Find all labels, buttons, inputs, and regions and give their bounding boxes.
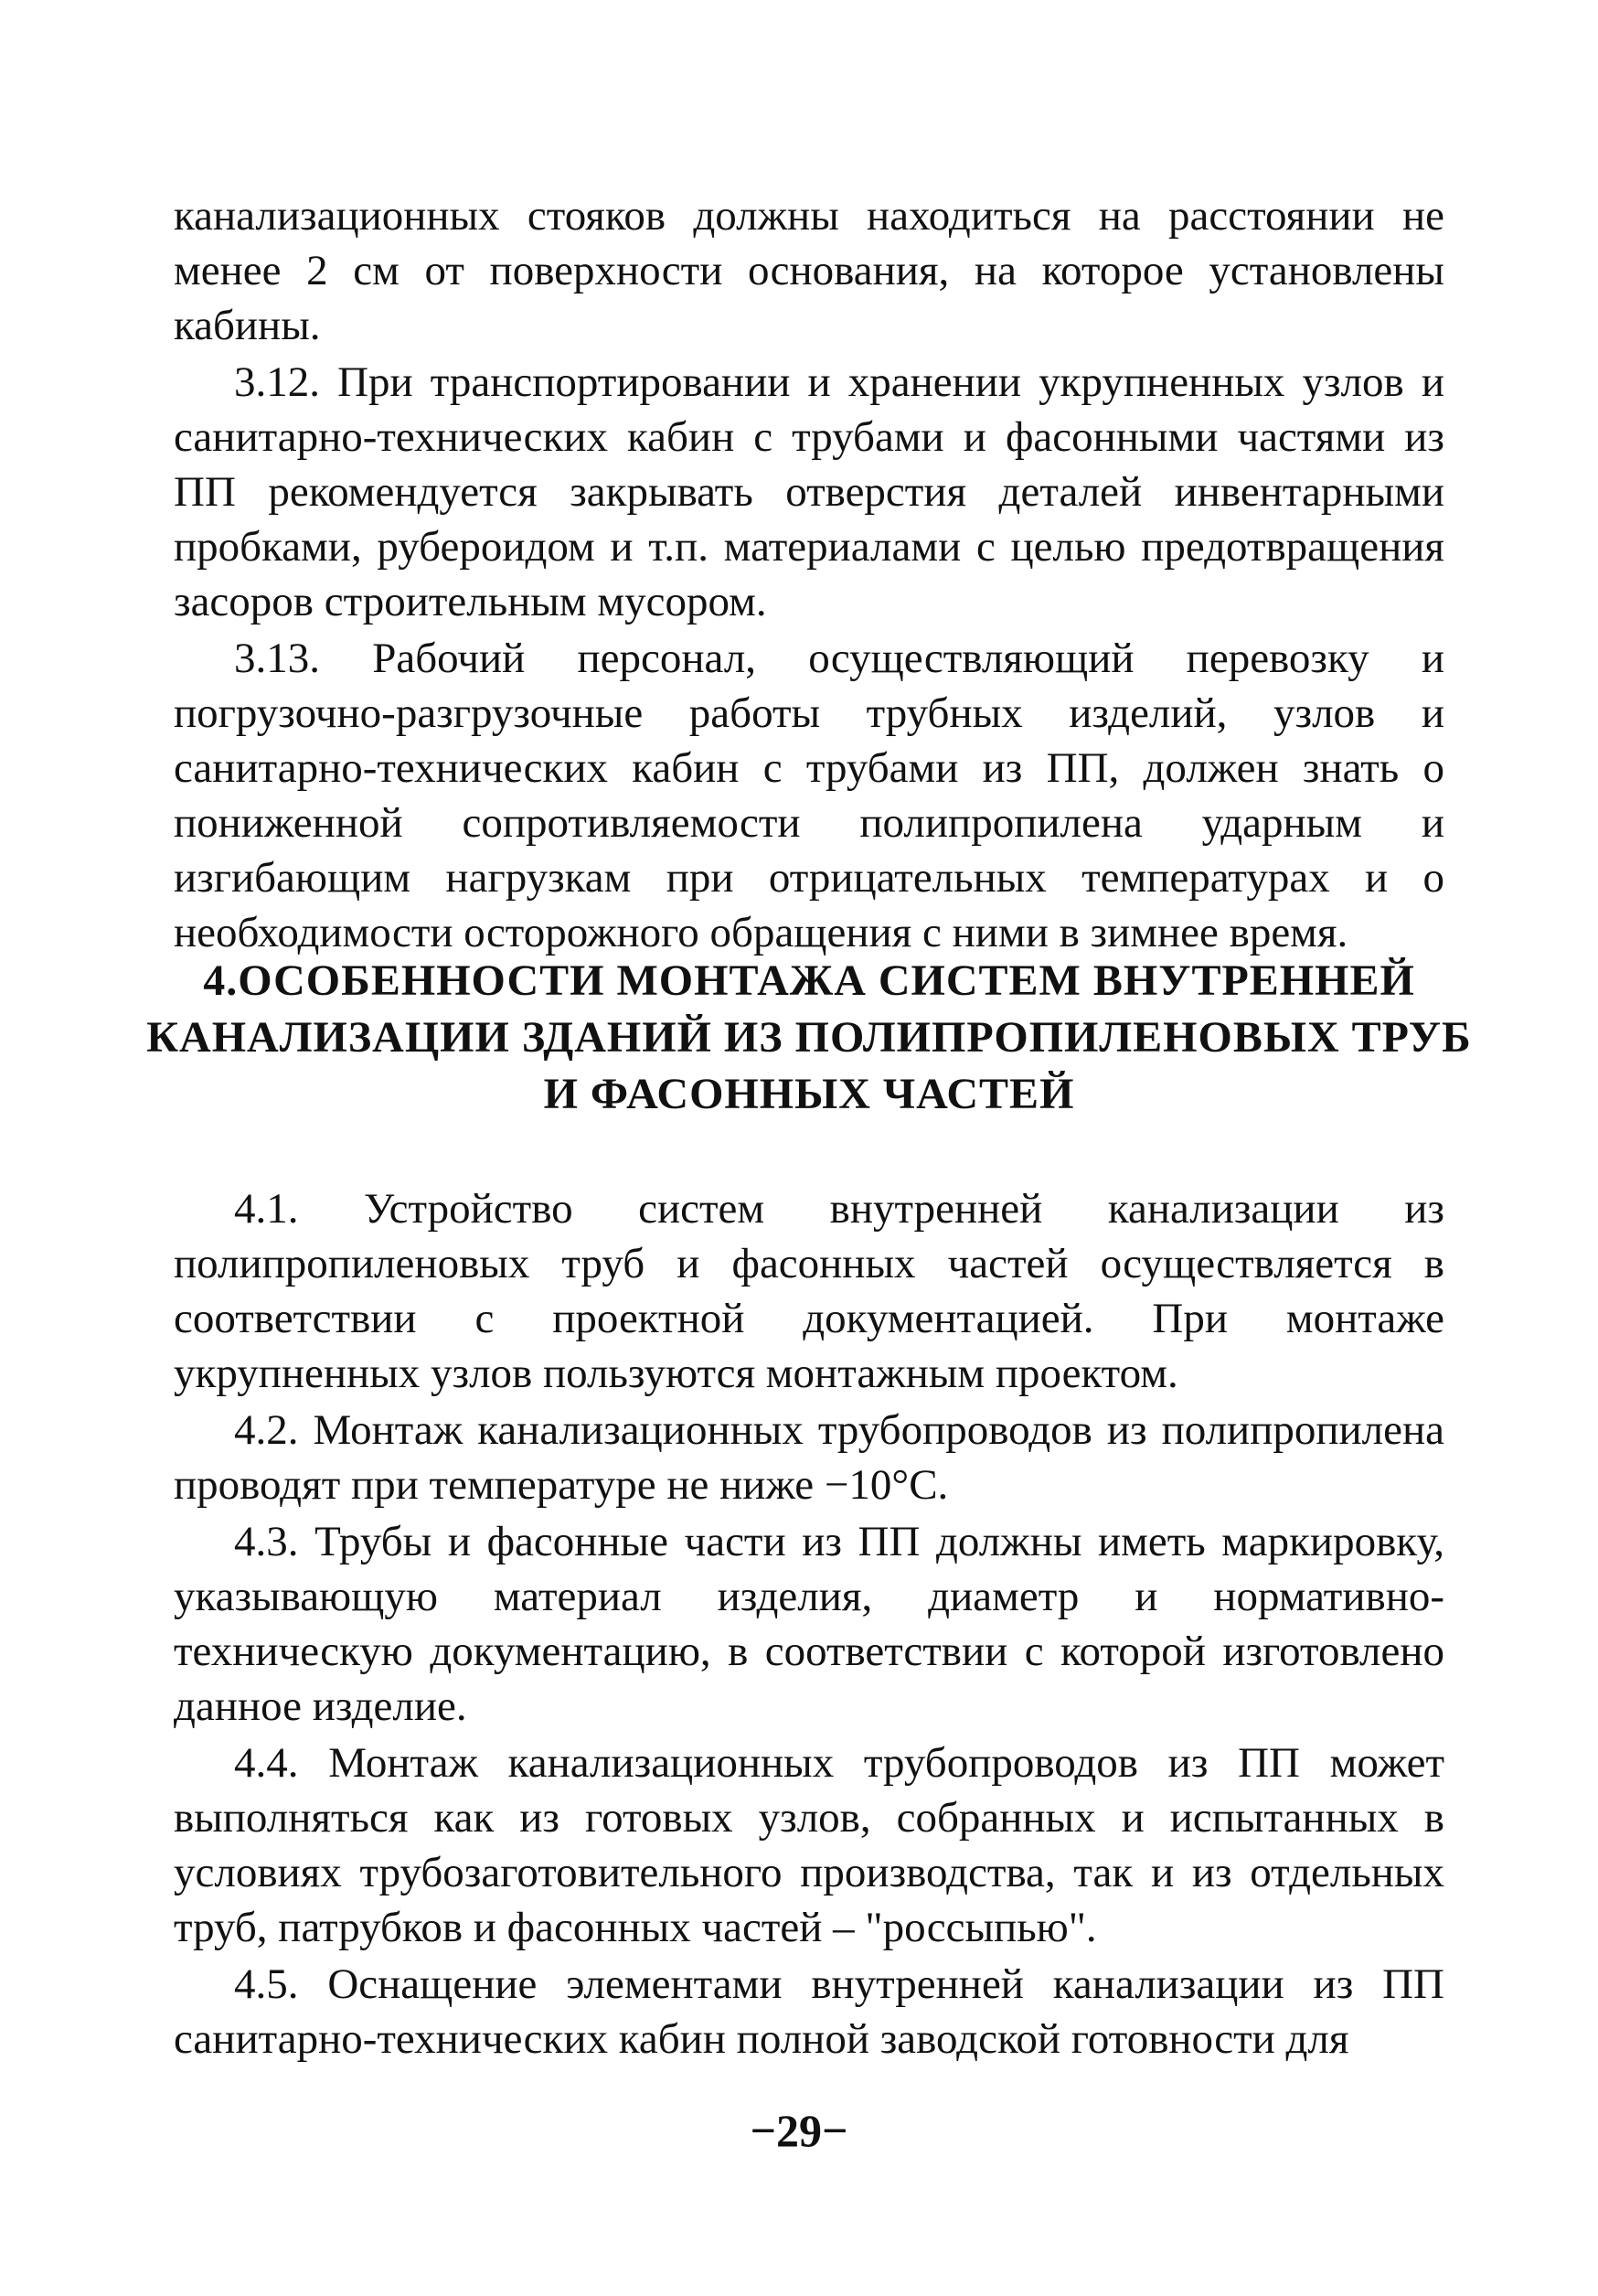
paragraph-3-13: 3.13. Рабочий персонал, осуществляющий перевозку и погрузочно-разгрузочные работы трубных изделий, узлов и санитарно-технических кабин с трубами из ПП, должен знать о пониженной сопротивляемости полипропилена ударным и изгибающим нагрузкам при отрицательных температурах и о необходимости осторожного обращения с ними в зимнее время. xyxy=(174,635,1444,956)
paragraph-4-1: 4.1. Устройство систем внутренней канализации из полипропиленовых труб и фасонных частей осуществляется в соответствии с проектной документацией. При монтаже укрупненных узлов пользуются монтажным проектом. xyxy=(174,1185,1444,1397)
paragraph-4-3: 4.3. Трубы и фасонные части из ПП должны иметь маркировку, указывающую материал изделия, диаметр и нормативно-техническую документацию, в соответствии с которой изготовлено данное изделие. xyxy=(174,1518,1444,1730)
paragraph-continuation: канализационных стояков должны находиться на расстоянии не менее 2 см от поверхности основания, на которое установлены кабины. xyxy=(174,192,1444,349)
section-4-text-block xyxy=(174,1180,1444,2066)
section-heading: 4.ОСОБЕННОСТИ МОНТАЖА СИСТЕМ ВНУТРЕННЕЙ КАНАЛИЗАЦИИ ЗДАНИЙ ИЗ ПОЛИПРОПИЛЕНОВЫХ ТРУБ И ФАСОННЫХ ЧАСТЕЙ xyxy=(146,956,1472,1118)
paragraph-4-2: 4.2. Монтаж канализационных трубопроводов из полипропилена проводят при температуре не ниже −10°С. xyxy=(174,1406,1444,1509)
paragraph-4-4: 4.4. Монтаж канализационных трубопроводов из ПП может выполняться как из готовых узлов, собранных и испытанных в условиях трубозаготовительного производства, так и из отдельных труб, патрубков и фасонных частей – "россыпью". xyxy=(174,1739,1444,1951)
paragraph-4-5: 4.5. Оснащение элементами внутренней канализации из ПП санитарно-технических кабин полной заводской готовности для xyxy=(174,1960,1444,2063)
page-number: −29− xyxy=(750,2105,848,2156)
top-text-block xyxy=(174,188,1444,960)
paragraph-3-12: 3.12. При транспортировании и хранении укрупненных узлов и санитарно-технических кабин с трубами и фасонными частями из ПП рекомендуется закрывать отверстия деталей инвентарными пробками, рубероидом и т.п. материалами с целью предотвращения засоров строительным мусором. xyxy=(174,358,1444,625)
